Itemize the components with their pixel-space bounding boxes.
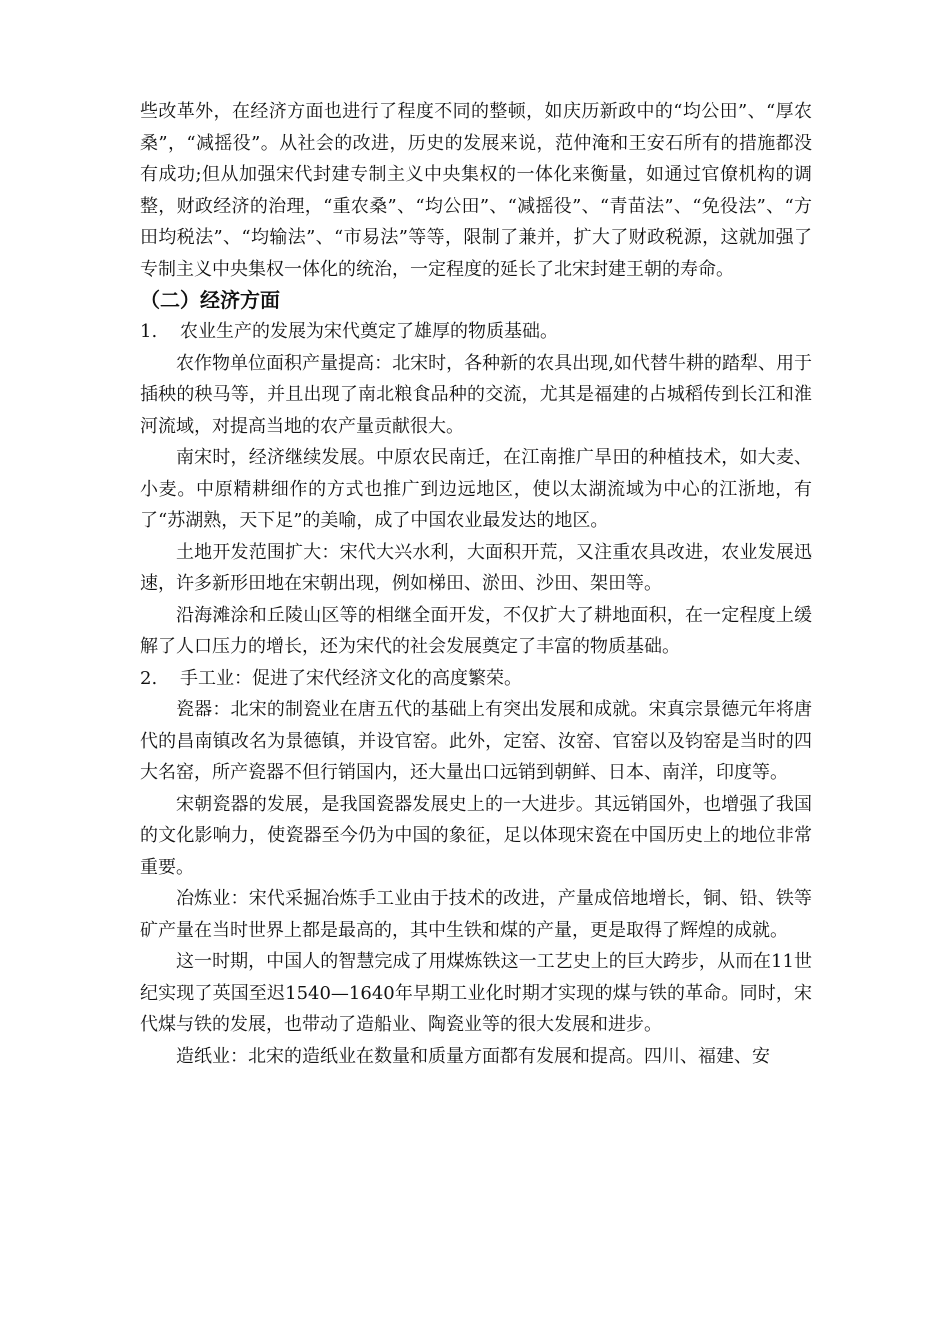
paragraph-crop-yield: 农作物单位面积产量提高：北宋时，各种新的农具出现,如代替牛耕的踏犁、用于插秧的秧马等，并且出现了南北粮食品种的交流，尤其是福建的占城稻传到长江和淮河流域，对提高当地的农产量贡献很大。 xyxy=(140,352,812,437)
paragraph-coal-iron: 这一时期，中国人的智慧完成了用煤炼铁这一工艺史上的巨大跨步，从而在11世纪实现了英国至迟1540—1640年早期工业化时期才实现的煤与铁的革命。同时，宋代煤与铁的发展，也带动了造船业、陶瓷业等的很大发展和进步。 xyxy=(140,951,812,1035)
paragraph-southern-song: 南宋时，经济继续发展。中原农民南迁，在江南推广旱田的种植技术，如大麦、小麦。中原精耕细作的方式也推广到边远地区，使以太湖流域为中心的江浙地，有了“苏湖熟，天下足”的美喻，成了中国农业最发达的地区。 xyxy=(140,447,812,531)
paragraph-coastal-development: 沿海滩涂和丘陵山区等的相继全面开发，不仅扩大了耕地面积，在一定程度上缓解了人口压力的增长，还为宋代的社会发展奠定了丰富的物质基础。 xyxy=(140,604,812,657)
numbered-item-handicraft xyxy=(140,663,812,695)
item-title: 农业生产的发展为宋代奠定了雄厚的物质基础。 xyxy=(180,321,558,342)
paragraph-papermaking: 造纸业：北宋的造纸业在数量和质量方面都有发展和提高。四川、福建、安 xyxy=(176,1045,770,1067)
item-number: 1. xyxy=(140,321,158,342)
paragraph-porcelain-influence: 宋朝瓷器的发展，是我国瓷器发展史上的一大进步。其远销国外，也增强了我国的文化影响力，使瓷器至今仍为中国的象征，足以体现宋瓷在中国历史上的地位非常重要。 xyxy=(140,793,812,878)
item-title: 手工业：促进了宋代经济文化的高度繁荣。 xyxy=(180,667,522,689)
paragraph-land-development: 土地开发范围扩大：宋代大兴水利，大面积开荒，又注重农具改进，农业发展迅速，许多新形田地在宋朝出现，例如梯田、淤田、沙田、架田等。 xyxy=(140,541,812,594)
paragraph-smelting: 冶炼业：宋代采掘冶炼手工业由于技术的改进，产量成倍地增长，铜、铅、铁等矿产量在当时世界上都是最高的，其中生铁和煤的产量，更是取得了辉煌的成就。 xyxy=(140,888,812,941)
document-page xyxy=(140,96,812,1072)
item-number: 2. xyxy=(140,667,158,689)
numbered-item-agriculture xyxy=(140,316,812,348)
paragraph-porcelain: 瓷器：北宋的制瓷业在唐五代的基础上有突出发展和成就。宋真宗景德元年将唐代的昌南镇改名为景德镇，并设官窑。此外，定窑、汝窑、官窑以及钧窑是当时的四大名窑，所产瓷器不但行销国内，还大量出口远销到朝鲜、日本、南洋，印度等。 xyxy=(140,699,812,783)
section-heading-economy: （二）经济方面 xyxy=(140,288,280,312)
paragraph-reform-summary: 些改革外，在经济方面也进行了程度不同的整顿，如庆历新政中的“均公田”、“厚农桑”，“减摇役”。从社会的改进，历史的发展来说，范仲淹和王安石所有的措施都没有成功;但从加强宋代封建专制主义中央集权的一体化来衡量，如通过官僚机构的调整，财政经济的治理，“重农桑”、“均公田”、“减摇役”、“青苗法”、“免役法”、“方田均税法”、“均输法”、“市易法”等等，限制了兼并，扩大了财政税源，这就加强了专制主义中央集权一体化的统治，一定程度的延长了北宋封建王朝的寿命。 xyxy=(140,101,812,280)
